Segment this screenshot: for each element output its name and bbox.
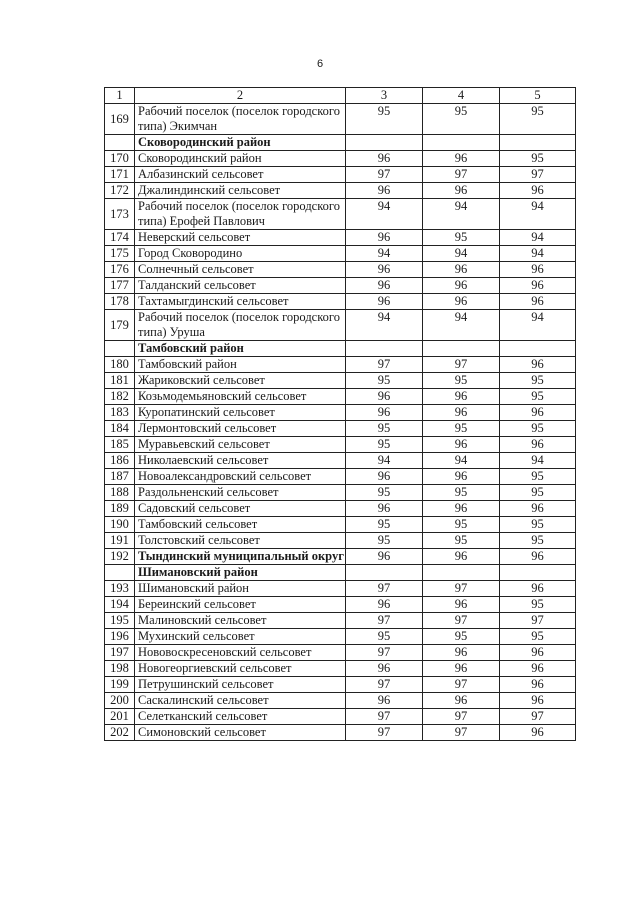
table-row bbox=[105, 501, 576, 517]
row-name-cell: Неверский сельсовет bbox=[135, 230, 346, 246]
row-number-cell: 169 bbox=[105, 104, 135, 135]
row-number-cell: 183 bbox=[105, 405, 135, 421]
value-cell-col3: 94 bbox=[346, 453, 423, 469]
value-cell-col4: 94 bbox=[423, 310, 500, 341]
table-row bbox=[105, 278, 576, 294]
value-cell-col3: 96 bbox=[346, 597, 423, 613]
value-cell bbox=[346, 565, 423, 581]
value-cell-col4: 96 bbox=[423, 501, 500, 517]
row-name-cell: Джалиндинский сельсовет bbox=[135, 183, 346, 199]
row-number-cell: 185 bbox=[105, 437, 135, 453]
row-name-cell: Город Сковородино bbox=[135, 246, 346, 262]
table-row bbox=[105, 485, 576, 501]
table-row bbox=[105, 373, 576, 389]
row-name-cell: Саскалинский сельсовет bbox=[135, 693, 346, 709]
row-name-cell: Албазинский сельсовет bbox=[135, 167, 346, 183]
value-cell-col3: 96 bbox=[346, 661, 423, 677]
row-name-cell: Малиновский сельсовет bbox=[135, 613, 346, 629]
table-row bbox=[105, 645, 576, 661]
table-row bbox=[105, 104, 576, 135]
row-number-cell: 177 bbox=[105, 278, 135, 294]
value-cell-col5: 95 bbox=[500, 104, 576, 135]
row-number-cell: 180 bbox=[105, 357, 135, 373]
row-name-cell: Садовский сельсовет bbox=[135, 501, 346, 517]
value-cell-col5: 95 bbox=[500, 485, 576, 501]
row-name-cell: Николаевский сельсовет bbox=[135, 453, 346, 469]
value-cell-col5: 96 bbox=[500, 262, 576, 278]
table-row bbox=[105, 533, 576, 549]
value-cell-col5: 95 bbox=[500, 629, 576, 645]
value-cell-col4: 96 bbox=[423, 597, 500, 613]
value-cell-col4: 97 bbox=[423, 613, 500, 629]
row-number-cell: 174 bbox=[105, 230, 135, 246]
value-cell-col4: 96 bbox=[423, 405, 500, 421]
column-header: 4 bbox=[423, 88, 500, 104]
value-cell bbox=[423, 135, 500, 151]
table-row bbox=[105, 151, 576, 167]
row-name-cell: Селетканский сельсовет bbox=[135, 709, 346, 725]
value-cell-col4: 94 bbox=[423, 199, 500, 230]
table-row bbox=[105, 230, 576, 246]
row-name-cell: Новогеоргиевский сельсовет bbox=[135, 661, 346, 677]
value-cell-col3: 96 bbox=[346, 183, 423, 199]
section-title: Сковородинский район bbox=[135, 135, 346, 151]
value-cell-col4: 96 bbox=[423, 294, 500, 310]
value-cell-col5: 96 bbox=[500, 437, 576, 453]
value-cell-col4: 95 bbox=[423, 517, 500, 533]
row-name-cell: Жариковский сельсовет bbox=[135, 373, 346, 389]
column-header: 2 bbox=[135, 88, 346, 104]
row-name-cell: Толстовский сельсовет bbox=[135, 533, 346, 549]
value-cell-col5: 96 bbox=[500, 645, 576, 661]
value-cell-col3: 97 bbox=[346, 613, 423, 629]
value-cell-col5: 95 bbox=[500, 151, 576, 167]
value-cell-col5: 95 bbox=[500, 389, 576, 405]
value-cell-col3: 96 bbox=[346, 230, 423, 246]
value-cell-col3: 96 bbox=[346, 151, 423, 167]
row-name-cell: Рабочий поселок (поселок городского типа) Уруша bbox=[135, 310, 346, 341]
table-row bbox=[105, 725, 576, 741]
value-cell-col3: 97 bbox=[346, 167, 423, 183]
table-row bbox=[105, 294, 576, 310]
column-header: 5 bbox=[500, 88, 576, 104]
table-row bbox=[105, 262, 576, 278]
value-cell-col3: 95 bbox=[346, 485, 423, 501]
row-name-cell: Муравьевский сельсовет bbox=[135, 437, 346, 453]
row-number-cell bbox=[105, 341, 135, 357]
table-body bbox=[105, 88, 576, 741]
value-cell-col5: 96 bbox=[500, 405, 576, 421]
value-cell bbox=[346, 341, 423, 357]
value-cell-col3: 95 bbox=[346, 517, 423, 533]
row-name-cell: Талданский сельсовет bbox=[135, 278, 346, 294]
row-number-cell: 178 bbox=[105, 294, 135, 310]
value-cell-col5: 96 bbox=[500, 677, 576, 693]
table-row bbox=[105, 693, 576, 709]
value-cell-col4: 96 bbox=[423, 389, 500, 405]
value-cell-col5: 95 bbox=[500, 373, 576, 389]
row-name-cell: Мухинский сельсовет bbox=[135, 629, 346, 645]
row-number-cell: 182 bbox=[105, 389, 135, 405]
value-cell-col4: 94 bbox=[423, 246, 500, 262]
value-cell-col4: 95 bbox=[423, 533, 500, 549]
section-header-row bbox=[105, 341, 576, 357]
row-number-cell: 184 bbox=[105, 421, 135, 437]
value-cell-col5: 95 bbox=[500, 517, 576, 533]
value-cell-col5: 95 bbox=[500, 533, 576, 549]
value-cell-col5: 96 bbox=[500, 183, 576, 199]
data-table bbox=[104, 87, 576, 741]
column-header: 1 bbox=[105, 88, 135, 104]
value-cell-col4: 96 bbox=[423, 262, 500, 278]
row-number-cell: 170 bbox=[105, 151, 135, 167]
row-name-cell: Рабочий поселок (поселок городского типа) Экимчан bbox=[135, 104, 346, 135]
value-cell-col5: 96 bbox=[500, 693, 576, 709]
table-row bbox=[105, 453, 576, 469]
value-cell-col3: 97 bbox=[346, 357, 423, 373]
value-cell-col4: 96 bbox=[423, 645, 500, 661]
value-cell-col5: 95 bbox=[500, 469, 576, 485]
table-row bbox=[105, 246, 576, 262]
value-cell-col4: 95 bbox=[423, 230, 500, 246]
row-number-cell: 176 bbox=[105, 262, 135, 278]
table-row bbox=[105, 199, 576, 230]
value-cell-col3: 95 bbox=[346, 421, 423, 437]
table-row bbox=[105, 549, 576, 565]
value-cell-col4: 96 bbox=[423, 183, 500, 199]
value-cell-col5: 96 bbox=[500, 501, 576, 517]
table-row bbox=[105, 469, 576, 485]
row-number-cell: 200 bbox=[105, 693, 135, 709]
column-header: 3 bbox=[346, 88, 423, 104]
row-name-cell: Тамбовский сельсовет bbox=[135, 517, 346, 533]
value-cell-col3: 94 bbox=[346, 246, 423, 262]
value-cell-col5: 96 bbox=[500, 661, 576, 677]
row-name-cell: Нововоскресеновский сельсовет bbox=[135, 645, 346, 661]
value-cell-col5: 96 bbox=[500, 278, 576, 294]
page-number: 6 bbox=[316, 58, 324, 70]
row-name-cell: Новоалександровский сельсовет bbox=[135, 469, 346, 485]
table-row bbox=[105, 677, 576, 693]
row-name-cell: Шимановский район bbox=[135, 581, 346, 597]
value-cell-col4: 96 bbox=[423, 469, 500, 485]
row-number-cell: 181 bbox=[105, 373, 135, 389]
row-number-cell bbox=[105, 135, 135, 151]
value-cell-col3: 96 bbox=[346, 405, 423, 421]
section-title: Тамбовский район bbox=[135, 341, 346, 357]
table-row bbox=[105, 613, 576, 629]
table-row bbox=[105, 661, 576, 677]
value-cell-col3: 96 bbox=[346, 262, 423, 278]
row-number-cell: 201 bbox=[105, 709, 135, 725]
table-row bbox=[105, 167, 576, 183]
table-row bbox=[105, 310, 576, 341]
value-cell-col3: 96 bbox=[346, 501, 423, 517]
row-number-cell: 189 bbox=[105, 501, 135, 517]
value-cell-col5: 94 bbox=[500, 310, 576, 341]
row-number-cell: 186 bbox=[105, 453, 135, 469]
table-row bbox=[105, 437, 576, 453]
value-cell-col5: 96 bbox=[500, 581, 576, 597]
value-cell-col5: 97 bbox=[500, 613, 576, 629]
value-cell-col4: 95 bbox=[423, 485, 500, 501]
value-cell-col5: 96 bbox=[500, 357, 576, 373]
section-header-row bbox=[105, 135, 576, 151]
row-number-cell: 191 bbox=[105, 533, 135, 549]
value-cell-col5: 97 bbox=[500, 709, 576, 725]
value-cell bbox=[500, 135, 576, 151]
value-cell-col5: 94 bbox=[500, 453, 576, 469]
row-number-cell: 175 bbox=[105, 246, 135, 262]
value-cell-col4: 97 bbox=[423, 725, 500, 741]
value-cell bbox=[423, 341, 500, 357]
row-number-cell: 197 bbox=[105, 645, 135, 661]
value-cell-col5: 94 bbox=[500, 199, 576, 230]
value-cell-col3: 97 bbox=[346, 677, 423, 693]
row-number-cell: 188 bbox=[105, 485, 135, 501]
row-name-cell: Сковородинский район bbox=[135, 151, 346, 167]
value-cell-col4: 95 bbox=[423, 104, 500, 135]
value-cell-col3: 96 bbox=[346, 469, 423, 485]
row-name-cell: Рабочий поселок (поселок городского типа) Ерофей Павлович bbox=[135, 199, 346, 230]
table-row bbox=[105, 389, 576, 405]
value-cell-col3: 96 bbox=[346, 693, 423, 709]
row-number-cell: 202 bbox=[105, 725, 135, 741]
row-number-cell: 173 bbox=[105, 199, 135, 230]
row-name-cell: Козьмодемьяновский сельсовет bbox=[135, 389, 346, 405]
table-row bbox=[105, 421, 576, 437]
section-header-row bbox=[105, 565, 576, 581]
row-number-cell: 171 bbox=[105, 167, 135, 183]
table-row bbox=[105, 405, 576, 421]
section-title: Шимановский район bbox=[135, 565, 346, 581]
value-cell-col3: 97 bbox=[346, 645, 423, 661]
value-cell-col4: 95 bbox=[423, 629, 500, 645]
row-name-cell: Тындинский муниципальный округ bbox=[135, 549, 346, 565]
value-cell-col4: 97 bbox=[423, 167, 500, 183]
row-number-cell bbox=[105, 565, 135, 581]
value-cell-col5: 96 bbox=[500, 549, 576, 565]
value-cell-col4: 97 bbox=[423, 581, 500, 597]
table-row bbox=[105, 357, 576, 373]
value-cell-col5: 95 bbox=[500, 597, 576, 613]
value-cell-col5: 96 bbox=[500, 725, 576, 741]
table-row bbox=[105, 183, 576, 199]
value-cell-col4: 96 bbox=[423, 549, 500, 565]
value-cell-col3: 96 bbox=[346, 294, 423, 310]
row-name-cell: Тахтамыгдинский сельсовет bbox=[135, 294, 346, 310]
value-cell bbox=[423, 565, 500, 581]
value-cell-col4: 95 bbox=[423, 421, 500, 437]
value-cell-col4: 97 bbox=[423, 677, 500, 693]
value-cell-col4: 96 bbox=[423, 278, 500, 294]
value-cell-col3: 95 bbox=[346, 533, 423, 549]
value-cell-col5: 96 bbox=[500, 294, 576, 310]
row-number-cell: 193 bbox=[105, 581, 135, 597]
row-name-cell: Солнечный сельсовет bbox=[135, 262, 346, 278]
row-number-cell: 179 bbox=[105, 310, 135, 341]
row-number-cell: 198 bbox=[105, 661, 135, 677]
value-cell-col4: 96 bbox=[423, 693, 500, 709]
value-cell bbox=[346, 135, 423, 151]
row-name-cell: Береинский сельсовет bbox=[135, 597, 346, 613]
row-name-cell: Петрушинский сельсовет bbox=[135, 677, 346, 693]
value-cell-col3: 94 bbox=[346, 199, 423, 230]
row-number-cell: 199 bbox=[105, 677, 135, 693]
row-name-cell: Симоновский сельсовет bbox=[135, 725, 346, 741]
row-number-cell: 172 bbox=[105, 183, 135, 199]
value-cell bbox=[500, 565, 576, 581]
row-number-cell: 192 bbox=[105, 549, 135, 565]
value-cell-col3: 96 bbox=[346, 549, 423, 565]
value-cell bbox=[500, 341, 576, 357]
value-cell-col3: 95 bbox=[346, 373, 423, 389]
value-cell-col5: 94 bbox=[500, 230, 576, 246]
table-row bbox=[105, 597, 576, 613]
value-cell-col5: 95 bbox=[500, 421, 576, 437]
value-cell-col3: 96 bbox=[346, 278, 423, 294]
row-number-cell: 194 bbox=[105, 597, 135, 613]
row-name-cell: Куропатинский сельсовет bbox=[135, 405, 346, 421]
row-number-cell: 196 bbox=[105, 629, 135, 645]
row-name-cell: Раздольненский сельсовет bbox=[135, 485, 346, 501]
value-cell-col3: 95 bbox=[346, 104, 423, 135]
table-row bbox=[105, 629, 576, 645]
value-cell-col4: 97 bbox=[423, 357, 500, 373]
row-number-cell: 195 bbox=[105, 613, 135, 629]
table-row bbox=[105, 581, 576, 597]
value-cell-col3: 97 bbox=[346, 709, 423, 725]
value-cell-col4: 94 bbox=[423, 453, 500, 469]
value-cell-col4: 97 bbox=[423, 709, 500, 725]
row-number-cell: 187 bbox=[105, 469, 135, 485]
value-cell-col3: 96 bbox=[346, 389, 423, 405]
value-cell-col5: 97 bbox=[500, 167, 576, 183]
table-row bbox=[105, 709, 576, 725]
value-cell-col5: 94 bbox=[500, 246, 576, 262]
row-number-cell: 190 bbox=[105, 517, 135, 533]
value-cell-col3: 95 bbox=[346, 629, 423, 645]
value-cell-col3: 97 bbox=[346, 725, 423, 741]
table-row bbox=[105, 517, 576, 533]
value-cell-col4: 95 bbox=[423, 373, 500, 389]
value-cell-col3: 94 bbox=[346, 310, 423, 341]
value-cell-col4: 96 bbox=[423, 661, 500, 677]
value-cell-col4: 96 bbox=[423, 437, 500, 453]
table-header-row bbox=[105, 88, 576, 104]
row-name-cell: Лермонтовский сельсовет bbox=[135, 421, 346, 437]
value-cell-col4: 96 bbox=[423, 151, 500, 167]
row-name-cell: Тамбовский район bbox=[135, 357, 346, 373]
value-cell-col3: 97 bbox=[346, 581, 423, 597]
value-cell-col3: 95 bbox=[346, 437, 423, 453]
